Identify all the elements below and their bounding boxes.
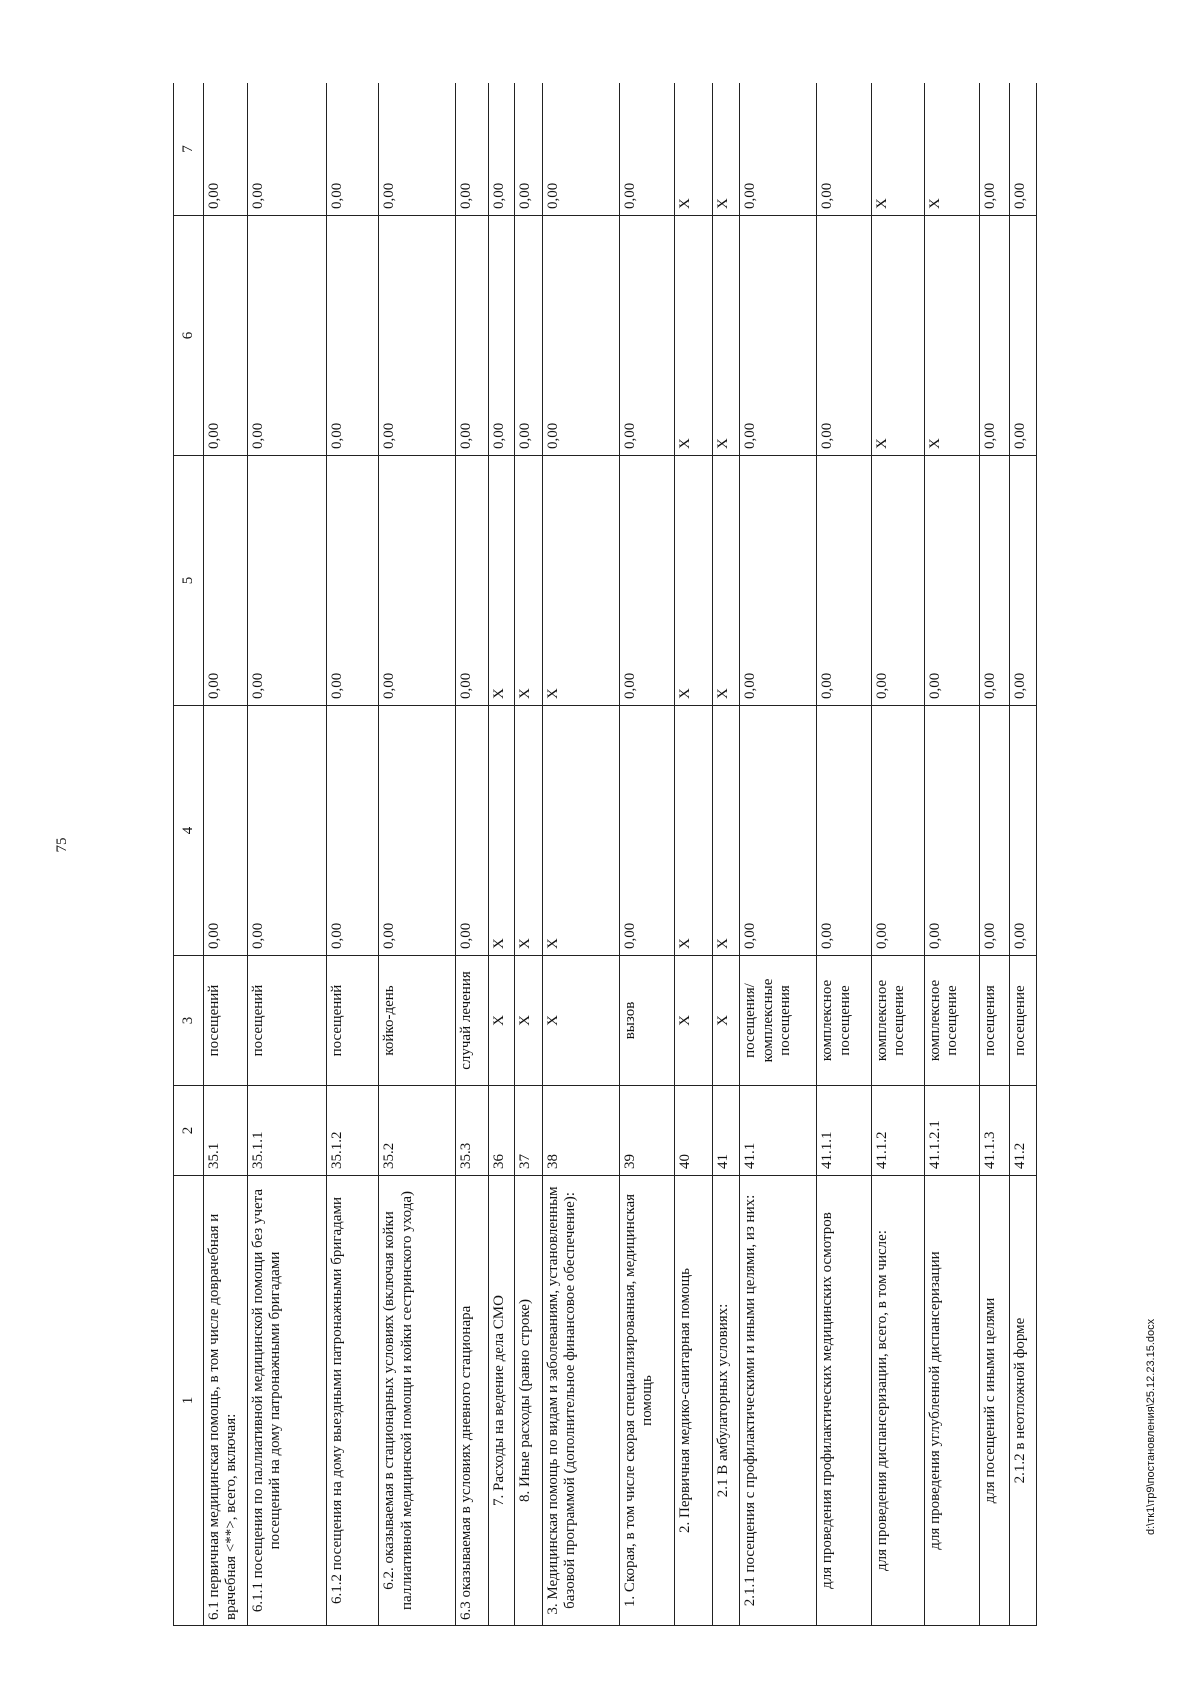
table-row bbox=[489, 83, 515, 1626]
row-value: 0,00 bbox=[515, 216, 542, 456]
row-value: X bbox=[515, 456, 542, 706]
header-cell: 6 bbox=[174, 216, 204, 456]
row-name: 6.2. оказываемая в стационарных условиях (включая койки паллиативной медицинской помощи и койки сестринского ухода) bbox=[379, 1176, 456, 1626]
row-unit: койко-день bbox=[379, 956, 456, 1086]
row-value: X bbox=[924, 83, 979, 216]
row-value: X bbox=[924, 216, 979, 456]
row-value: 0,00 bbox=[247, 83, 326, 216]
page-number: 75 bbox=[54, 837, 70, 853]
row-value: X bbox=[674, 216, 712, 456]
table-row bbox=[817, 83, 872, 1626]
row-code: 39 bbox=[619, 1086, 674, 1176]
table-row bbox=[542, 83, 619, 1626]
row-unit: X bbox=[674, 956, 712, 1086]
row-name: 3. Медицинская помощь по видам и заболеваниям, установленным базовой программой (дополнительное финансовое обеспечение): bbox=[542, 1176, 619, 1626]
row-code: 41 bbox=[713, 1086, 740, 1176]
row-code: 41.1.3 bbox=[979, 1086, 1010, 1176]
row-value: X bbox=[713, 83, 740, 216]
row-code: 35.3 bbox=[456, 1086, 489, 1176]
row-value: 0,00 bbox=[619, 706, 674, 956]
table-row bbox=[247, 83, 326, 1626]
table-row bbox=[326, 83, 379, 1626]
row-value: 0,00 bbox=[740, 456, 817, 706]
row-value: X bbox=[515, 706, 542, 956]
row-value: 0,00 bbox=[456, 706, 489, 956]
row-unit: комплексное посещение bbox=[817, 956, 872, 1086]
table-row bbox=[740, 83, 817, 1626]
row-value: X bbox=[542, 706, 619, 956]
row-value: 0,00 bbox=[326, 83, 379, 216]
row-code: 41.1 bbox=[740, 1086, 817, 1176]
table-row bbox=[924, 83, 979, 1626]
row-name: 8. Иные расходы (равно строке) bbox=[515, 1176, 542, 1626]
row-value: 0,00 bbox=[203, 216, 247, 456]
row-value: 0,00 bbox=[740, 83, 817, 216]
row-unit: вызов bbox=[619, 956, 674, 1086]
row-value: 0,00 bbox=[1010, 216, 1037, 456]
row-name: 6.1 первичная медицинская помощь, в том числе доврачебная и врачебная <**>, всего, включая: bbox=[203, 1176, 247, 1626]
row-value: 0,00 bbox=[203, 706, 247, 956]
row-name: 2.1.1 посещения с профилактическими и иными целями, из них: bbox=[740, 1176, 817, 1626]
row-value: 0,00 bbox=[817, 83, 872, 216]
row-value: 0,00 bbox=[456, 83, 489, 216]
header-cell: 2 bbox=[174, 1086, 204, 1176]
row-value: 0,00 bbox=[247, 456, 326, 706]
row-value: 0,00 bbox=[1010, 706, 1037, 956]
table-row bbox=[203, 83, 247, 1626]
row-name: для проведения диспансеризации, всего, в том числе: bbox=[872, 1176, 925, 1626]
row-code: 36 bbox=[489, 1086, 515, 1176]
row-name: 6.1.2 посещения на дому выездными патронажными бригадами bbox=[326, 1176, 379, 1626]
row-value: 0,00 bbox=[379, 456, 456, 706]
row-unit: посещений bbox=[203, 956, 247, 1086]
row-unit: X bbox=[542, 956, 619, 1086]
row-value: 0,00 bbox=[542, 83, 619, 216]
row-value: 0,00 bbox=[1010, 83, 1037, 216]
row-name: 6.1.1 посещения по паллиативной медицинской помощи без учета посещений на дому патронажными бригадами bbox=[247, 1176, 326, 1626]
row-code: 35.1 bbox=[203, 1086, 247, 1176]
table-row bbox=[379, 83, 456, 1626]
row-value: 0,00 bbox=[326, 456, 379, 706]
row-value: 0,00 bbox=[979, 216, 1010, 456]
row-name: 2. Первичная медико-санитарная помощь bbox=[674, 1176, 712, 1626]
row-name: 6.3 оказываемая в условиях дневного стационара bbox=[456, 1176, 489, 1626]
row-code: 41.1.2.1 bbox=[924, 1086, 979, 1176]
row-value: 0,00 bbox=[379, 216, 456, 456]
row-value: 0,00 bbox=[619, 83, 674, 216]
row-name: 2.1 В амбулаторных условиях: bbox=[713, 1176, 740, 1626]
row-unit: случай лечения bbox=[456, 956, 489, 1086]
row-value: 0,00 bbox=[489, 216, 515, 456]
row-code: 41.1.2 bbox=[872, 1086, 925, 1176]
row-value: X bbox=[674, 456, 712, 706]
row-value: X bbox=[674, 706, 712, 956]
row-value: 0,00 bbox=[740, 706, 817, 956]
table-row bbox=[872, 83, 925, 1626]
row-value: X bbox=[872, 83, 925, 216]
row-unit: посещений bbox=[247, 956, 326, 1086]
row-value: 0,00 bbox=[326, 706, 379, 956]
row-code: 35.1.2 bbox=[326, 1086, 379, 1176]
row-value: 0,00 bbox=[924, 706, 979, 956]
header-cell: 1 bbox=[174, 1176, 204, 1626]
row-value: 0,00 bbox=[247, 706, 326, 956]
row-value: X bbox=[713, 706, 740, 956]
row-code: 38 bbox=[542, 1086, 619, 1176]
row-name: для посещений с иными целями bbox=[979, 1176, 1010, 1626]
row-unit: комплексное посещение bbox=[924, 956, 979, 1086]
header-cell: 3 bbox=[174, 956, 204, 1086]
row-value: X bbox=[713, 456, 740, 706]
row-value: 0,00 bbox=[979, 706, 1010, 956]
row-value: 0,00 bbox=[515, 83, 542, 216]
row-code: 35.2 bbox=[379, 1086, 456, 1176]
row-code: 37 bbox=[515, 1086, 542, 1176]
row-value: 0,00 bbox=[203, 456, 247, 706]
table-row bbox=[456, 83, 489, 1626]
row-value: 0,00 bbox=[1010, 456, 1037, 706]
row-value: 0,00 bbox=[379, 83, 456, 216]
row-value: 0,00 bbox=[619, 456, 674, 706]
row-value: 0,00 bbox=[379, 706, 456, 956]
row-code: 41.1.1 bbox=[817, 1086, 872, 1176]
row-value: 0,00 bbox=[740, 216, 817, 456]
row-unit: X bbox=[713, 956, 740, 1086]
row-unit: посещения/ комплексные посещения bbox=[740, 956, 817, 1086]
row-unit: X bbox=[515, 956, 542, 1086]
row-value: 0,00 bbox=[619, 216, 674, 456]
row-value: 0,00 bbox=[872, 456, 925, 706]
table-row bbox=[515, 83, 542, 1626]
row-value: 0,00 bbox=[979, 456, 1010, 706]
row-value: X bbox=[674, 83, 712, 216]
row-code: 40 bbox=[674, 1086, 712, 1176]
row-value: 0,00 bbox=[542, 216, 619, 456]
row-value: 0,00 bbox=[817, 706, 872, 956]
row-value: 0,00 bbox=[979, 83, 1010, 216]
financing-table bbox=[173, 83, 1037, 1626]
row-unit: X bbox=[489, 956, 515, 1086]
row-unit: посещения bbox=[979, 956, 1010, 1086]
row-unit: комплексное посещение bbox=[872, 956, 925, 1086]
table-row bbox=[979, 83, 1010, 1626]
row-unit: посещение bbox=[1010, 956, 1037, 1086]
row-name: 7. Расходы на ведение дела СМО bbox=[489, 1176, 515, 1626]
row-value: X bbox=[713, 216, 740, 456]
row-unit: посещений bbox=[326, 956, 379, 1086]
row-name: 2.1.2 в неотложной форме bbox=[1010, 1176, 1037, 1626]
table-header-row bbox=[174, 83, 204, 1626]
row-name: 1. Скорая, в том числе скорая специализированная, медицинская помощь bbox=[619, 1176, 674, 1626]
row-code: 35.1.1 bbox=[247, 1086, 326, 1176]
row-value: 0,00 bbox=[203, 83, 247, 216]
header-cell: 5 bbox=[174, 456, 204, 706]
row-value: 0,00 bbox=[817, 456, 872, 706]
row-value: X bbox=[489, 706, 515, 956]
table-row bbox=[674, 83, 712, 1626]
file-path-footer: d:\тк1\тр9\постановления\25.12.23.15.docx bbox=[1145, 1318, 1157, 1535]
table-row bbox=[1010, 83, 1037, 1626]
row-value: X bbox=[542, 456, 619, 706]
row-name: для проведения профилактических медицинских осмотров bbox=[817, 1176, 872, 1626]
table-viewport bbox=[173, 83, 1037, 1626]
row-value: 0,00 bbox=[456, 456, 489, 706]
table-row bbox=[713, 83, 740, 1626]
row-value: X bbox=[872, 216, 925, 456]
row-value: 0,00 bbox=[872, 706, 925, 956]
rotated-page-content bbox=[173, 83, 1037, 1626]
table-row bbox=[619, 83, 674, 1626]
row-value: 0,00 bbox=[326, 216, 379, 456]
row-value: 0,00 bbox=[817, 216, 872, 456]
row-name: для проведения углубленной диспансеризации bbox=[924, 1176, 979, 1626]
row-value: 0,00 bbox=[489, 83, 515, 216]
header-cell: 7 bbox=[174, 83, 204, 216]
row-value: 0,00 bbox=[456, 216, 489, 456]
header-cell: 4 bbox=[174, 706, 204, 956]
row-value: X bbox=[489, 456, 515, 706]
row-code: 41.2 bbox=[1010, 1086, 1037, 1176]
row-value: 0,00 bbox=[247, 216, 326, 456]
row-value: 0,00 bbox=[924, 456, 979, 706]
